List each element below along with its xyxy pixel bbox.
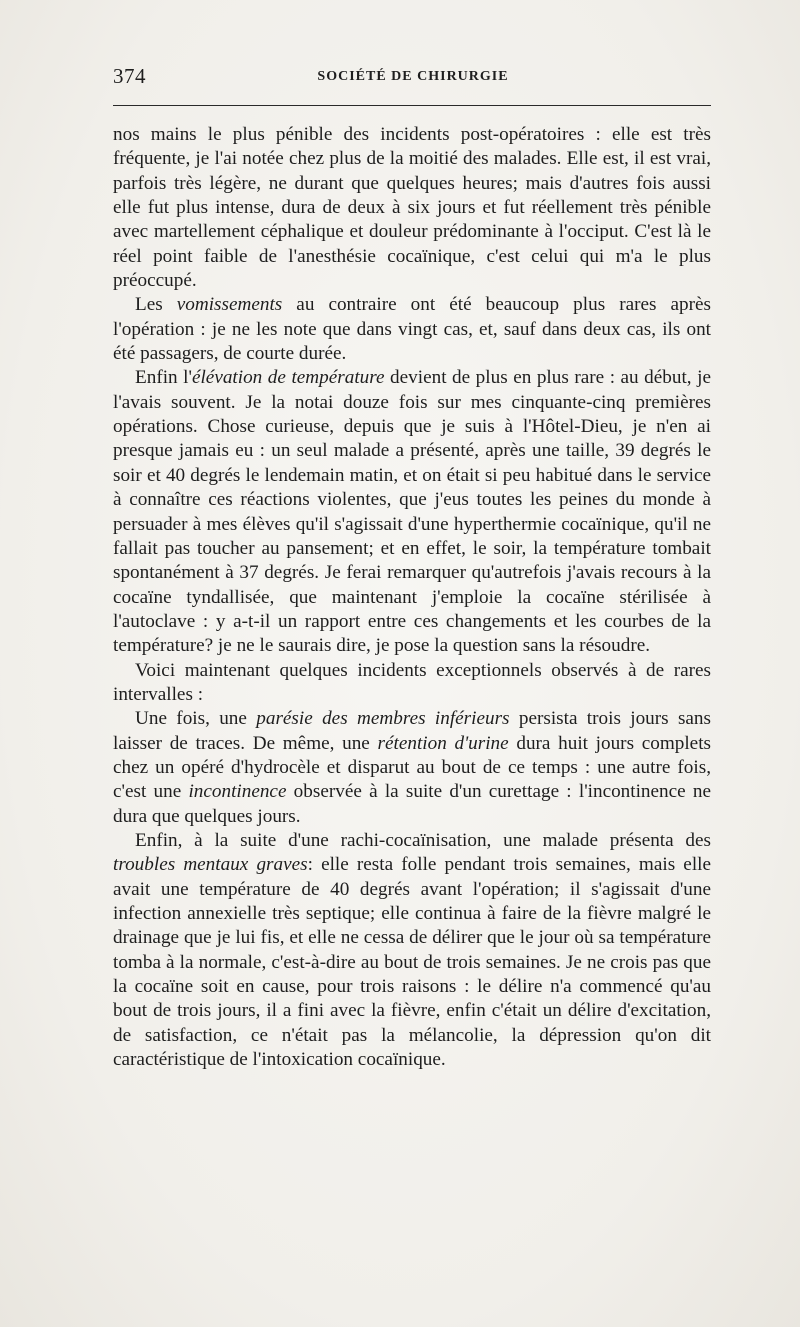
text-segment: devient de plus en plus rare : au début, je l'avais souvent. Je la notai douze fois sur mes cinquante-cinq premières opérations. Chose curieuse, depuis que je suis à l'Hôtel-Dieu, je n'en ai presque jamais eu : un seul malade a présenté, après une taille, 39 degrés le soir et 40 degrés le lendemain matin, et on était si peu habitué dans le service à connaître ces réactions violentes, que j'eus toutes les peines du monde à persuader à mes élèves qu'il s'agissait d'une hyperthermie cocaïnique, qu'il ne fallait pas toucher au pansement; et en effet, le soir, la température tombait spontanément à 37 degrés. Je ferai remarquer qu'autrefois j'avais recours à la cocaïne tyndallisée, que maintenant j'emploie la cocaïne stérilisée à l'autoclave : y a-t-il un rapport entre ces changements et les courbes de la température? je ne le saurais dire, je pose la question sans la résoudre. <box>113 367 711 657</box>
italic-term-paresie: parésie des membres inférieurs <box>256 708 510 730</box>
italic-term-incontinence: incontinence <box>188 781 287 803</box>
italic-term-elevation-temperature: élévation de température <box>191 367 385 389</box>
text-segment: : elle resta folle pendant trois semaines, mais elle avait une température de 40 degrés avant l'opération; il s'agissait d'une infection annexielle très septique; elle continua à faire de la fièvre malgré le drainage que je lui fis, et elle ne cessa de délirer que le jour où sa température tomba à la normale, c'est-à-dire au bout de trois semaines. Je ne crois pas que la cocaïne soit en cause, pour trois raisons : le délire n'a commencé qu'au bout de trois jours, il a fini avec la fièvre, enfin c'était un délire d'excitation, de satisfaction, ce n'était pas la mélancolie, la dépression qu'on dit caractéristique de l'intoxication cocaïnique. <box>113 854 711 1071</box>
paragraph-4 <box>113 659 711 708</box>
paragraph-1 <box>113 123 711 293</box>
text-segment: Enfin l' <box>135 367 192 389</box>
text-segment: au contraire ont été beaucoup plus rares après l'opération : je ne les note que dans vingt cas, et, sauf dans deux cas, ils ont été passagers, de courte durée. <box>113 294 711 365</box>
italic-term-retention-urine: rétention d'urine <box>377 732 509 754</box>
text-segment: observée à la suite d'un curettage : l'incontinence ne dura que quelques jours. <box>113 781 711 827</box>
paragraph-2 <box>113 293 711 366</box>
text-segment: Voici maintenant quelques incidents exceptionnels observés à de rares intervalles : <box>113 659 711 705</box>
page-number: 374 <box>113 64 146 88</box>
paragraph-6 <box>113 829 711 1072</box>
italic-term-vomissements: vomissements <box>176 294 283 316</box>
text-segment: persista trois jours sans laisser de traces. De même, une <box>113 708 711 754</box>
page-header <box>113 64 713 94</box>
text-segment: Les <box>135 294 177 316</box>
paragraph-5 <box>113 707 711 829</box>
text-segment: dura huit jours complets chez un opéré d'hydrocèle et disparut au bout de ce temps : une autre fois, c'est une <box>113 732 711 803</box>
running-title: SOCIÉTÉ DE CHIRURGIE <box>317 69 509 84</box>
text-segment: Enfin, à la suite d'une rachi-cocaïnisation, une malade présenta des <box>135 829 711 851</box>
text-segment: Une fois, une <box>135 708 257 730</box>
italic-term-troubles-mentaux: troubles mentaux graves <box>113 854 308 876</box>
header-rule <box>113 105 711 106</box>
text-segment: nos mains le plus pénible des incidents post-opératoires : elle est très fréquente, je l'ai notée chez plus de la moitié des malades. Elle est, il est vrai, parfois très légère, ne durant que quelques heures; mais d'autres fois aussi elle fut plus intense, dura de deux à six jours et fut réellement très pénible avec martellement céphalique et douleur prédominante à l'occiput. C'est là le réel point faible de l'anesthésie cocaïnique, c'est celui qui m'a le plus préoccupé. <box>113 124 711 292</box>
body-text <box>113 123 711 1072</box>
paragraph-3 <box>113 366 711 658</box>
